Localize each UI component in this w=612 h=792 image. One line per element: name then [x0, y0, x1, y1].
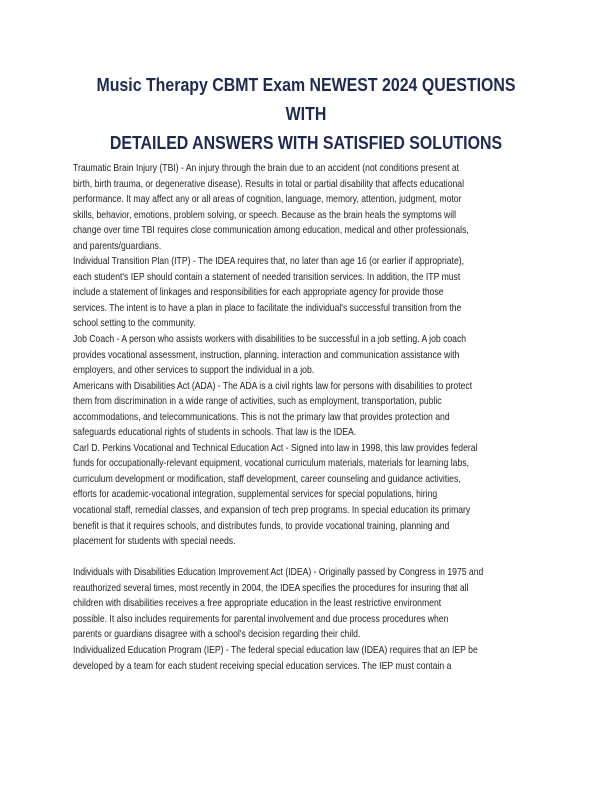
text-line: Job Coach - A person who assists workers with disabilities to be successful in a job setting. A job coach — [73, 334, 467, 346]
text-line: safeguards educational rights of students in schools. That law is the IDEA. — [73, 427, 357, 439]
text-line: developed by a team for each student receiving special education services. The IEP must contain a — [73, 660, 452, 672]
text-line: possible. It also includes requirements for parental involvement and due process procedures when — [73, 613, 449, 625]
text-line: funds for occupationally-relevant equipment, vocational curriculum materials, materials for learning labs, — [73, 458, 469, 470]
text-line: children with disabilities receives a free appropriate education in the least restrictive environment — [73, 598, 442, 610]
paragraph-tbi — [73, 161, 539, 254]
text-line: Traumatic Brain Injury (TBI) - An injury through the brain due to an accident (not conditions present at — [73, 163, 460, 174]
text-line: school setting to the community. — [73, 318, 196, 330]
text-line: vocational staff, remedial classes, and expansion of tech prep programs. In special education its primary — [73, 505, 471, 517]
text-line: birth, birth trauma, or degenerative disease). Results in total or partial disability that affects educational — [73, 178, 465, 190]
text-line: change over time TBI requires close communication among education, medical and other professionals, — [73, 225, 469, 237]
paragraph-idea — [73, 565, 539, 643]
text-line: curriculum development or modification, staff development, career counseling and guidance activities, — [73, 473, 461, 485]
paragraph-iep — [73, 643, 539, 674]
text-line: and parents/guardians. — [73, 240, 162, 252]
title-line-2: DETAILED ANSWERS WITH SATISFIED SOLUTIONS — [109, 132, 503, 153]
document-body — [73, 161, 539, 674]
text-line: placement for students with special needs. — [73, 536, 236, 548]
text-line: reauthorized several times, most recently in 2004, the IDEA specifies the procedures for insuring that all — [73, 582, 469, 594]
text-line: include a statement of linkages and responsibilities for each appropriate agency for provide those — [73, 287, 444, 299]
text-line: efforts for academic-vocational integration, supplemental services for special populations, hiring — [73, 489, 438, 501]
paragraph-itp — [73, 254, 539, 332]
text-line: each student's IEP should contain a statement of needed transition services. In addition, the ITP must — [73, 271, 461, 283]
text-line: Carl D. Perkins Vocational and Technical Education Act - Signed into law in 1998, this law provides federal — [73, 442, 478, 454]
paragraph-ada — [73, 379, 539, 441]
text-line: employers, and other services to support the individual in a job. — [73, 365, 315, 377]
text-line: them from discrimination in a wide range of activities, such as employment, transportation, public — [73, 396, 442, 408]
text-line: Individual Transition Plan (ITP) - The IDEA requires that, no later than age 16 (or earlier if appropriate), — [73, 256, 465, 268]
paragraph-perkins — [73, 441, 539, 550]
text-line: parents or guardians disagree with a school's decision regarding their child. — [73, 629, 361, 641]
text-line: accommodations, and telecommunications. This is not the primary law that provides protection and — [73, 411, 450, 423]
text-line: performance. It may affect any or all areas of cognition, language, memory, attention, judgment, motor — [73, 194, 462, 206]
title-line-1 — [96, 74, 515, 124]
title-part-1: Music Therapy CBMT Exam — [96, 74, 310, 95]
document-title — [94, 70, 517, 157]
text-line: Americans with Disabilities Act (ADA) - The ADA is a civil rights law for persons with disabilities to protect — [73, 380, 473, 392]
paragraph-spacer — [73, 550, 539, 566]
title-part-2: NEWEST 2024 QUESTIONS WITH — [285, 74, 516, 124]
text-line: skills, behavior, emotions, problem solving, or speech. Because as the brain heals the symptoms will — [73, 209, 457, 221]
text-line: services. The intent is to have a plan in place to facilitate the individual's successful transition from the — [73, 302, 462, 314]
text-line: Individuals with Disabilities Education Improvement Act (IDEA) - Originally passed by Congress in 1975 and — [73, 567, 484, 579]
paragraph-job-coach — [73, 332, 539, 379]
text-line: benefit is that it requires schools, and distributes funds, to provide vocational training, planning and — [73, 520, 450, 532]
text-line: provides vocational assessment, instruction, planning, interaction and communication assistance with — [73, 349, 460, 361]
text-line: Individualized Education Program (IEP) - The federal special education law (IDEA) requires that an IEP be — [73, 644, 478, 656]
